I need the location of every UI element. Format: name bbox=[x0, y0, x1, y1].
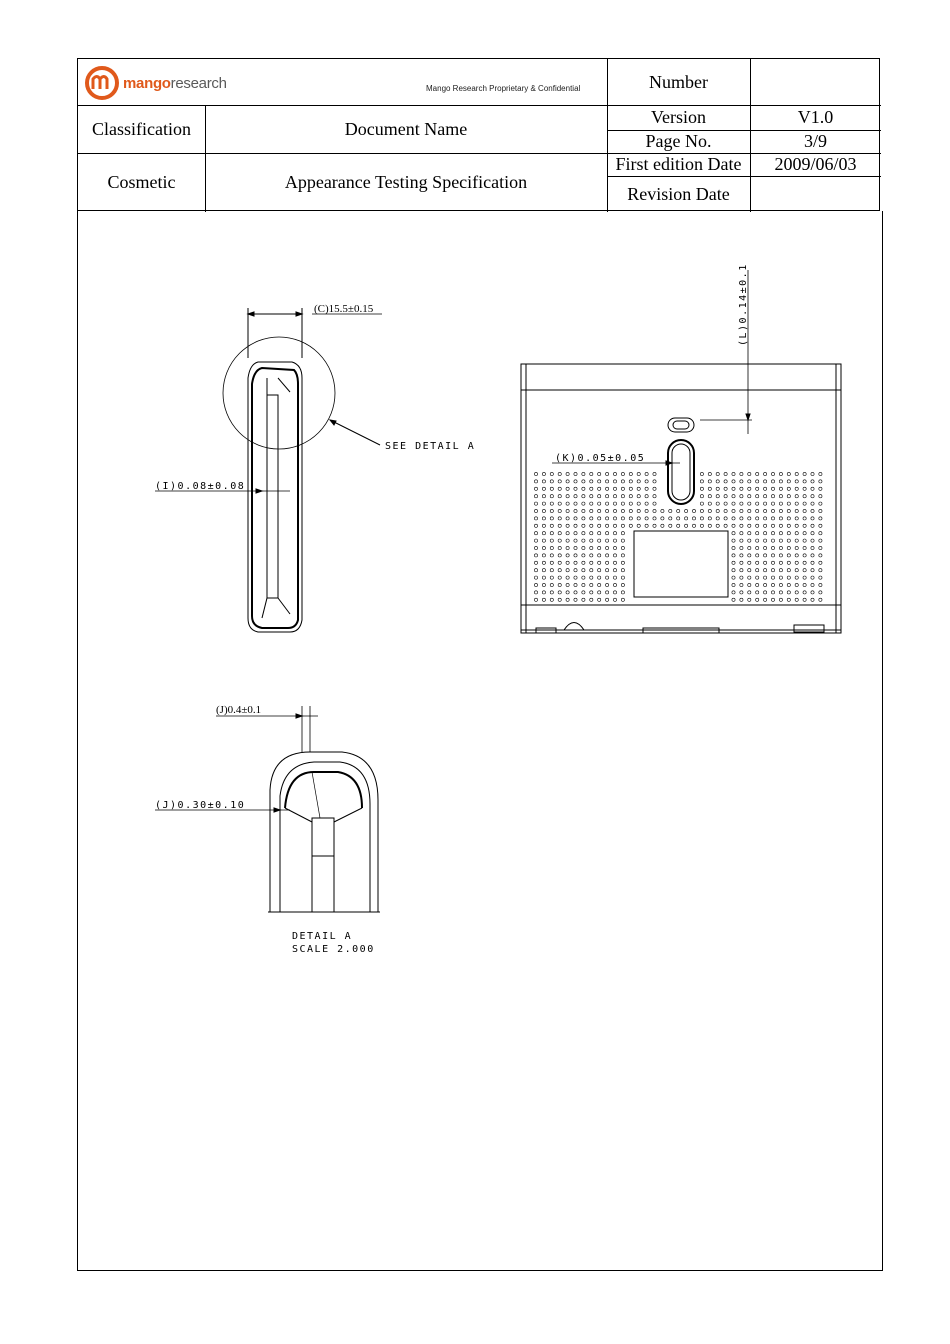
classification-label: Classification bbox=[92, 118, 191, 139]
version-label: Version bbox=[651, 107, 706, 127]
page-value: 3/9 bbox=[803, 131, 827, 151]
side-view bbox=[155, 308, 382, 632]
dim-l-label: (L)0.14±0.1 bbox=[738, 263, 749, 346]
first-edition-value: 2009/06/03 bbox=[774, 154, 857, 174]
dim-i-label: (I)0.08±0.08 bbox=[155, 481, 246, 492]
number-label: Number bbox=[649, 71, 708, 92]
dim-j-side-label: (J)0.30±0.10 bbox=[155, 800, 246, 811]
dim-j-top-label: (J)0.4±0.1 bbox=[216, 704, 262, 716]
first-edition-label: First edition Date bbox=[615, 154, 742, 174]
see-detail-label: SEE DETAIL A bbox=[385, 441, 476, 452]
classification-value: Cosmetic bbox=[107, 172, 176, 192]
page-label: Page No. bbox=[645, 131, 712, 151]
detail-title: DETAIL A bbox=[292, 931, 353, 942]
dim-k-label: (K)0.05±0.05 bbox=[555, 453, 646, 464]
vent-dot-grid bbox=[534, 472, 822, 601]
document-name-value: Appearance Testing Specification bbox=[284, 172, 528, 192]
detail-scale: SCALE 2.000 bbox=[292, 944, 375, 955]
confidential-notice: Mango Research Proprietary & Confidential bbox=[426, 84, 581, 93]
document-name-label: Document Name bbox=[344, 118, 468, 139]
version-value: V1.0 bbox=[797, 107, 834, 127]
dim-c-label: (C)15.5±0.15 bbox=[314, 303, 374, 315]
revision-label: Revision Date bbox=[627, 183, 730, 204]
logo-text: mangoresearch bbox=[123, 74, 227, 92]
